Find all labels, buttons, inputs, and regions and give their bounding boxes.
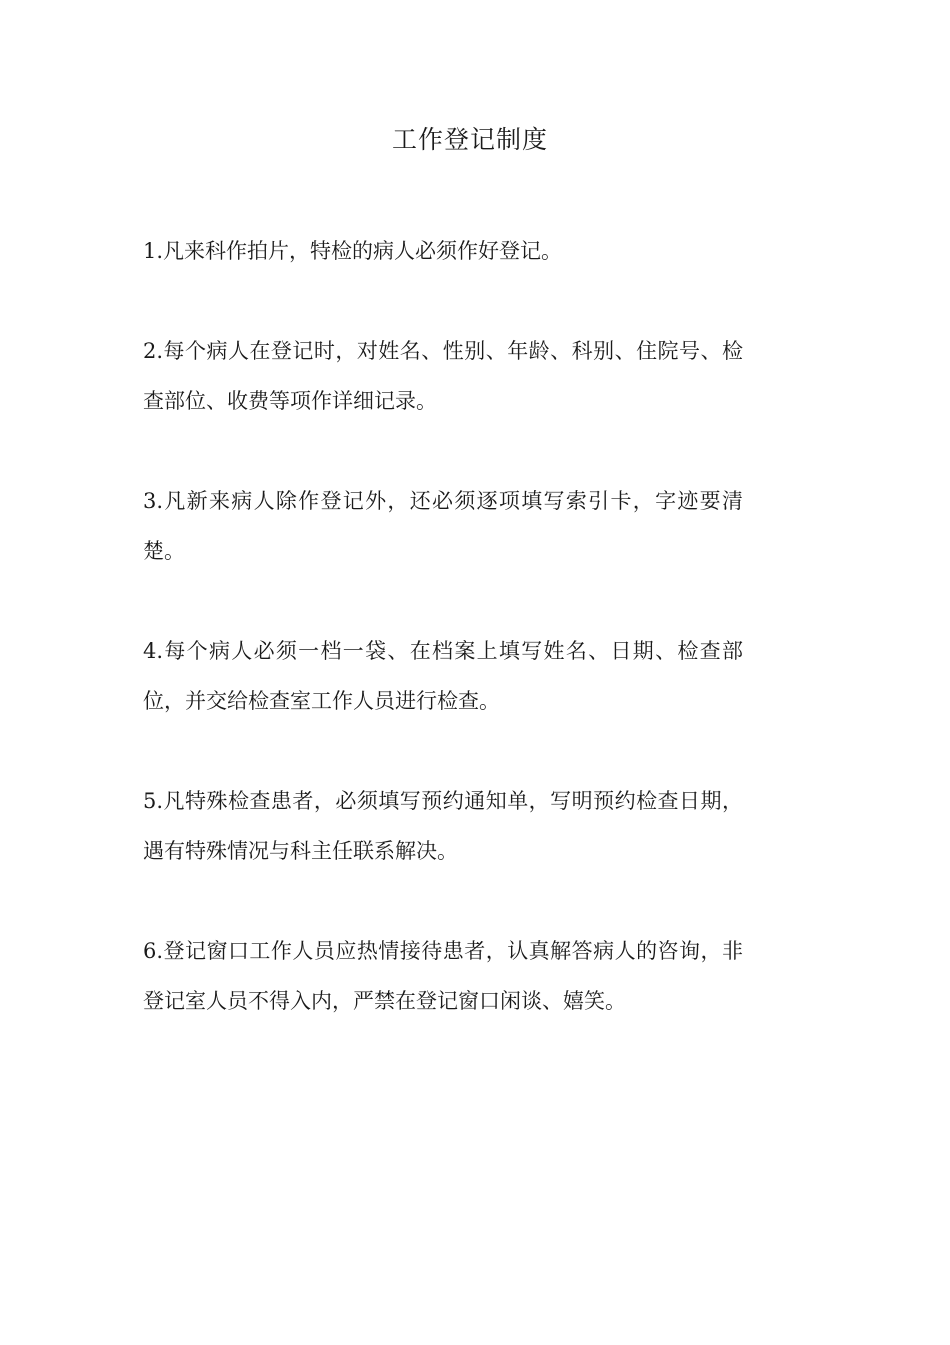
clause-5: 5.凡特殊检查患者，必须填写预约通知单，写明预约检查日期，遇有特殊情况与科主任联系解决。 bbox=[143, 789, 743, 863]
clause-3: 3.凡新来病人除作登记外，还必须逐项填写索引卡，字迹要清楚。 bbox=[143, 489, 743, 563]
clause-2: 2.每个病人在登记时，对姓名、性别、年龄、科别、住院号、检查部位、收费等项作详细记录。 bbox=[143, 339, 743, 413]
clause-list bbox=[143, 226, 743, 1026]
clause-1: 1.凡来科作拍片，特检的病人必须作好登记。 bbox=[143, 239, 563, 263]
clause-6: 6.登记窗口工作人员应热情接待患者，认真解答病人的咨询，非登记室人员不得入内，严禁在登记窗口闲谈、嬉笑。 bbox=[143, 939, 743, 1013]
document-title: 工作登记制度 bbox=[391, 125, 548, 154]
clause-4: 4.每个病人必须一档一袋、在档案上填写姓名、日期、检查部位，并交给检查室工作人员进行检查。 bbox=[143, 639, 743, 713]
